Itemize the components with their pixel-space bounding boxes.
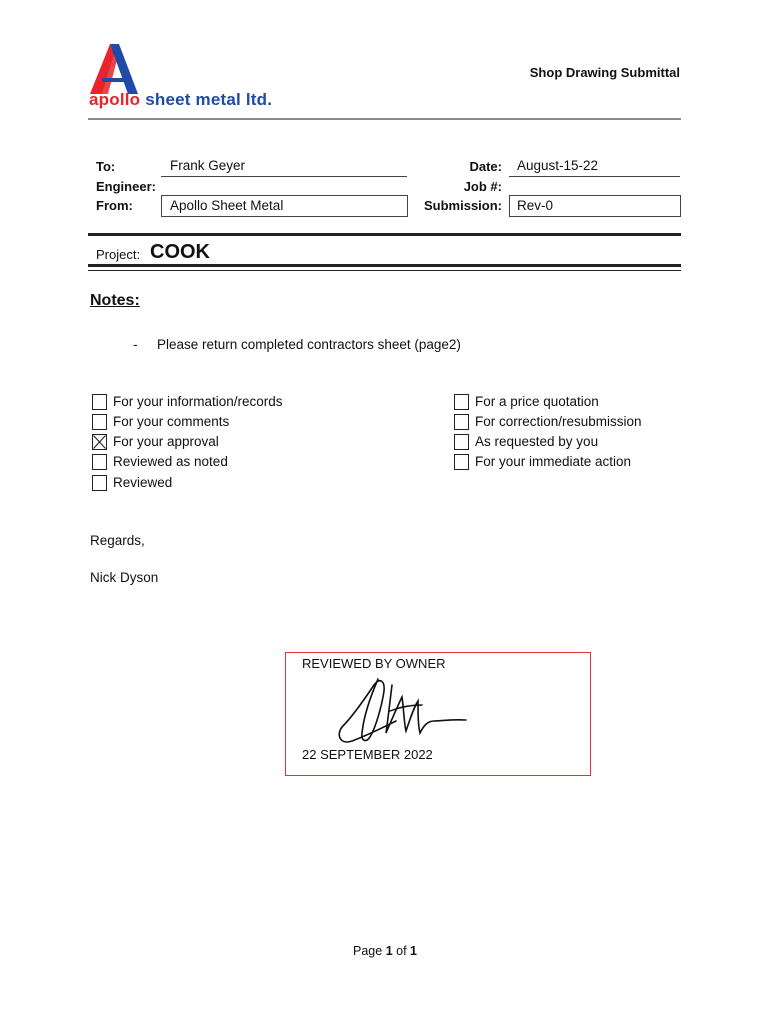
checkbox-as-requested[interactable] (454, 434, 469, 450)
checkbox-immediate-action[interactable] (454, 454, 469, 470)
signature-image (334, 671, 474, 749)
closing-regards: Regards, (90, 533, 145, 548)
project-bottom-rule (88, 264, 681, 267)
of-word: of (396, 944, 407, 958)
to-label: To: (96, 159, 116, 174)
company-logo-mark (88, 44, 140, 94)
page-word: Page (353, 944, 383, 958)
note-bullet: - (133, 337, 138, 352)
checkbox-correction-resubmission[interactable] (454, 414, 469, 430)
checkbox-reviewed-as-noted[interactable] (92, 454, 107, 470)
logo-word-apollo: apollo (89, 90, 141, 109)
page-number: 1 (385, 944, 393, 958)
stamp-title: REVIEWED BY OWNER (302, 656, 446, 671)
date-value: August-15-22 (517, 158, 599, 173)
submission-label: Submission: (423, 198, 502, 213)
engineer-label: Engineer: (96, 179, 156, 194)
document-title: Shop Drawing Submittal (529, 65, 680, 80)
project-bottom-rule-thin (88, 270, 681, 271)
closing-name: Nick Dyson (90, 570, 159, 585)
from-label: From: (96, 198, 133, 213)
project-top-rule (88, 233, 681, 236)
checkbox-label-price-quotation: For a price quotation (475, 394, 599, 409)
checkbox-label-reviewed: Reviewed (113, 475, 173, 490)
logo-word-sheet-metal: sheet metal ltd. (145, 90, 273, 109)
notes-title: Notes: (90, 292, 140, 309)
checkbox-reviewed[interactable] (92, 475, 107, 491)
checkbox-price-quotation[interactable] (454, 394, 469, 410)
checkbox-label-info-records: For your information/records (113, 394, 283, 409)
submission-field-box (509, 195, 681, 217)
header-divider (88, 118, 681, 120)
note-item: Please return completed contractors sheet (page2) (157, 337, 461, 352)
project-name: COOK (150, 241, 210, 263)
date-label: Date: (469, 159, 502, 174)
page-indicator (0, 944, 770, 958)
company-logo-text (89, 90, 272, 110)
checkbox-label-as-requested: As requested by you (475, 434, 599, 449)
checkbox-label-comments: For your comments (113, 414, 230, 429)
date-underline (509, 176, 680, 177)
submission-value: Rev-0 (517, 198, 554, 213)
checkbox-approval[interactable] (92, 434, 107, 450)
checkbox-label-correction-resubmission: For correction/resubmission (475, 414, 642, 429)
from-value: Apollo Sheet Metal (170, 198, 284, 213)
checkbox-label-approval: For your approval (113, 434, 219, 449)
page-total: 1 (410, 944, 417, 958)
project-label: Project: (96, 247, 141, 262)
checkbox-x-mark-icon (93, 435, 106, 449)
to-value: Frank Geyer (170, 158, 246, 173)
owner-review-stamp (285, 652, 591, 776)
to-underline (161, 176, 407, 177)
stamp-date: 22 SEPTEMBER 2022 (302, 747, 433, 762)
job-label: Job #: (463, 179, 502, 194)
checkbox-label-immediate-action: For your immediate action (475, 454, 632, 469)
checkbox-info-records[interactable] (92, 394, 107, 410)
checkbox-comments[interactable] (92, 414, 107, 430)
from-field-box (161, 195, 408, 217)
checkbox-label-reviewed-as-noted: Reviewed as noted (113, 454, 228, 469)
